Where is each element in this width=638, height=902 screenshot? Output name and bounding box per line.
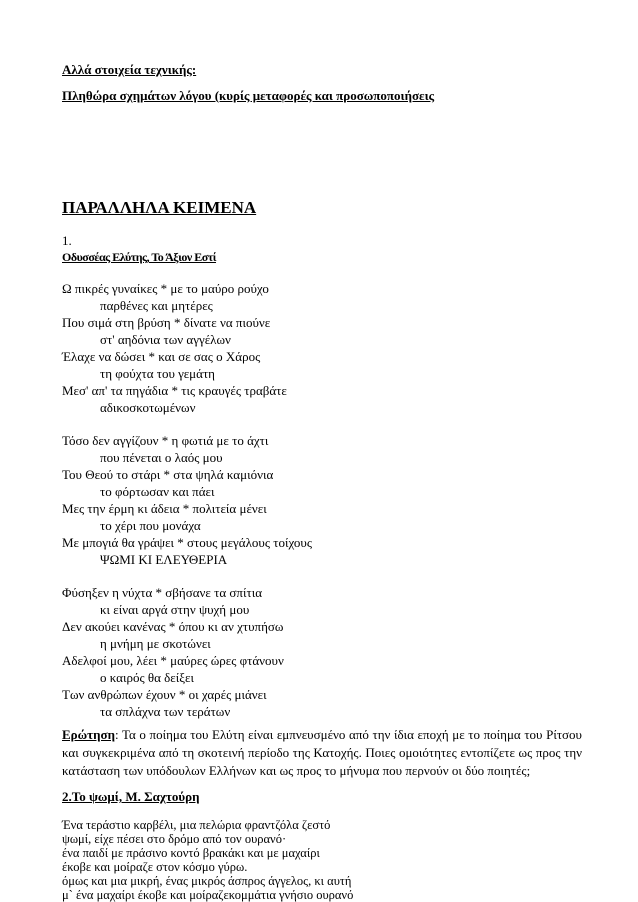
verse-line: Ένα τεράστιο καρβέλι, μια πελώρια φραντζόλα ζεστό [62,818,331,832]
verse-line: το χέρι που μονάχα [100,518,201,533]
verse-line: Του Θεού το στάρι * στα ψηλά καμιόνια [62,467,274,482]
verse-line: τα σπλάχνα των τεράτων [100,704,231,719]
verse-line: Έλαχε να δώσει * και σε σας ο Χάρος [62,349,261,364]
technique-heading: Αλλά στοιχεία τεχνικής: [62,62,197,77]
verse-line: που πένεται ο λαός μου [100,450,223,465]
verse-line: Αδελφοί μου, λέει * μαύρες ώρες φτάνουν [62,653,284,668]
verse-line: Τόσο δεν αγγίζουν * η φωτιά με το άχτι [62,433,269,448]
verse-line: το φόρτωσαν και πάει [100,484,215,499]
verse-line: ΨΩΜΙ ΚΙ ΕΛΕΥΘΕΡΙΑ [100,552,228,567]
section-title: ΠΑΡΑΛΛΗΛΑ ΚΕΙΜΕΝΑ [62,198,257,217]
question-text: : Τα ο ποίημα του Ελύτη είναι εμπνευσμένο από την ίδια εποχή με το ποίημα του Ρίτσου και συγκεκριμένα από τη σκοτεινή περίοδο της Κατοχής. Ποιες ομοιότητες εντοπίζετε ως προς την κατάσταση των υπόδουλων Ελλήνων και ως προς το μήνυμα που περνούν οι δύο ποιητές; [62,727,582,778]
verse-line: ψωμί, είχε πέσει στο δρόμο από τον ουρανό· [62,832,287,846]
verse-line: μ` ένα μαχαίρι έκοβε και μοίραζεκομμάτια γνήσιο ουρανό [62,888,354,902]
verse-line: όμως και μια μικρή, ένας μικρός άσπρος άγγελος, κι αυτή [62,874,352,888]
verse-line: παρθένες και μητέρες [100,298,213,313]
verse-line: Δεν ακούει κανένας * όπου κι αν χτυπήσω [62,619,284,634]
poem-author: Οδυσσέας Ελύτης, Το Άξιον Εστί [62,250,217,264]
verse-line: ο καιρός θα δείξει [100,670,195,685]
question-label: Ερώτηση [62,727,115,742]
verse-line: Που σιμά στη βρύση * δίνατε να πιούνε [62,315,271,330]
verse-line: Με μπογιά θα γράψει * στους μεγάλους τοίχους [62,535,313,550]
verse-line: Μεσ' απ' τα πηγάδια * τις κραυγές τραβάτε [62,383,287,398]
verse-line: η μνήμη με σκοτώνει [100,636,211,651]
verse-line: στ' αηδόνια των αγγέλων [100,332,231,347]
verse-line: κι είναι αργά στην ψυχή μου [100,602,250,617]
verse-line: Μες την έρμη κι άδεια * πολιτεία μένει [62,501,267,516]
figures-of-speech-line: Πληθώρα σχημάτων λόγου (κυρίς μεταφορές και προσωποποιήσεις [62,88,435,103]
verse-line: ένα παιδί με πράσινο κοντό βρακάκι και με μαχαίρι [62,846,320,860]
second-poem-title: 2.Το ψωμί, Μ. Σαχτούρη [62,789,200,804]
verse-line: Φύσηξεν η νύχτα * σβήσανε τα σπίτια [62,585,263,600]
question-paragraph [62,726,582,780]
verse-line: Των ανθρώπων έχουν * οι χαρές μιάνει [62,687,267,702]
verse-line: Ω πικρές γυναίκες * με το μαύρο ρούχο [62,281,269,296]
verse-line: τη φούχτα του γεμάτη [100,366,215,381]
verse-line: αδικοσκοτωμένων [100,400,196,415]
item-number: 1. [62,233,72,248]
verse-line: έκοβε και μοίραζε στον κόσμο γύρω. [62,860,248,874]
